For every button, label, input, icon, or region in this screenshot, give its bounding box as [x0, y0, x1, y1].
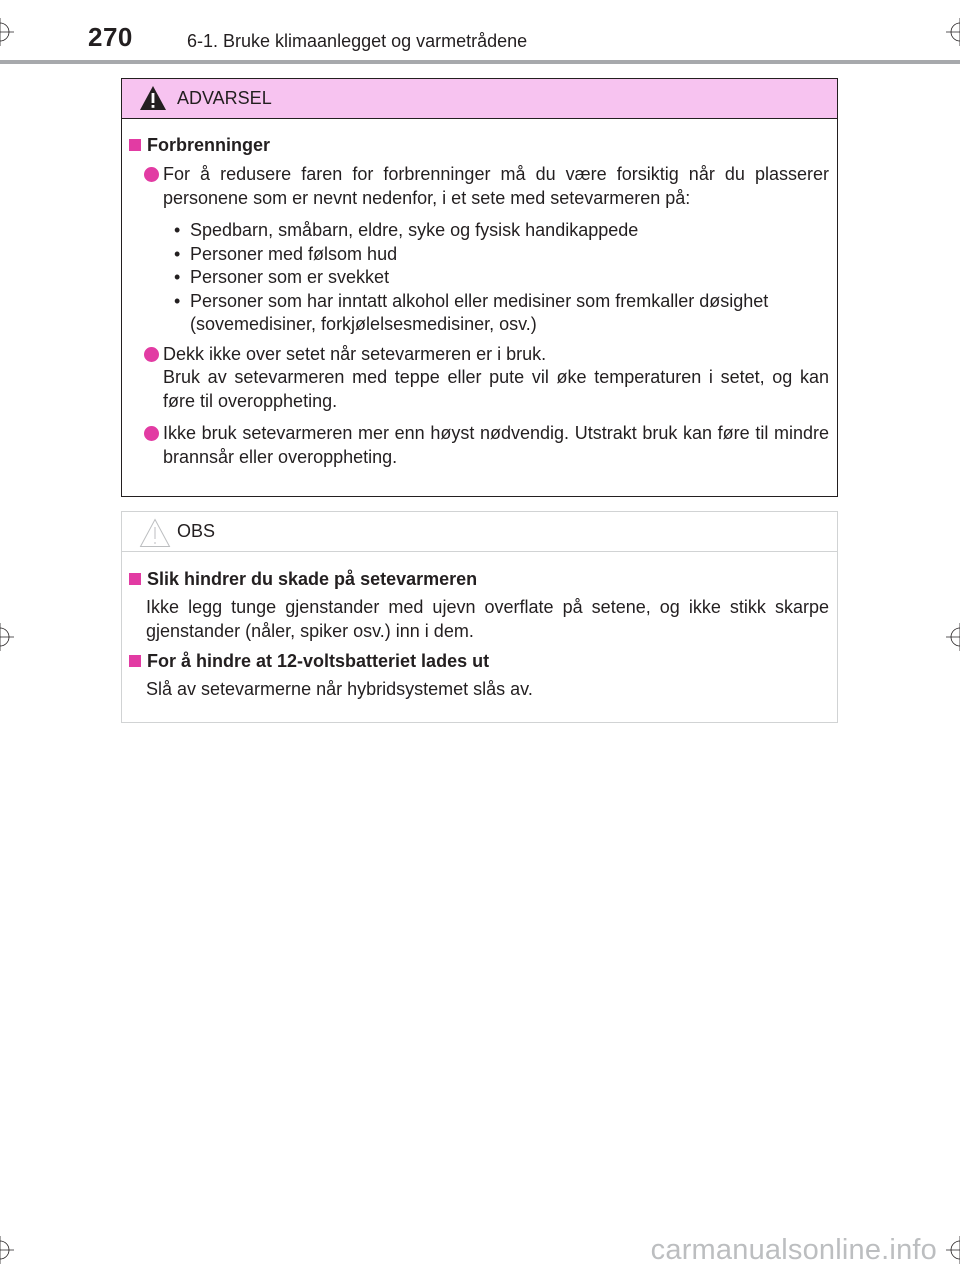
- square-bullet-icon: [129, 655, 141, 667]
- crop-mark-mid-left: [0, 623, 14, 651]
- warning-bullet-text: Dekk ikke over setet når setevarmeren er i bruk.: [163, 343, 547, 364]
- notice-heading-text: Slik hindrer du skade på setevarmeren: [147, 569, 478, 589]
- crop-mark-mid-right: [946, 623, 960, 651]
- warning-header: [122, 79, 837, 119]
- square-bullet-icon: [129, 139, 141, 151]
- warning-bullet: [129, 422, 829, 469]
- warning-title: ADVARSEL: [177, 88, 272, 108]
- notice-heading-text: For å hindre at 12-voltsbatteriet lades ut: [147, 651, 490, 671]
- round-bullet-icon: [144, 347, 159, 362]
- header-rule: [0, 60, 960, 64]
- sublist-item: • Spedbarn, småbarn, eldre, syke og fysisk handikappede: [174, 219, 829, 243]
- section-title: 6-1. Bruke klimaanlegget og varmetrådene: [187, 31, 528, 51]
- warning-box: [121, 78, 838, 497]
- warning-heading-text: Forbrenninger: [147, 135, 271, 155]
- crop-mark-bottom-right: [946, 1236, 960, 1264]
- sublist-item: • Personer med følsom hud: [174, 243, 829, 267]
- notice-heading: [129, 649, 829, 673]
- round-bullet-icon: [144, 167, 159, 182]
- page-header: [0, 0, 960, 64]
- round-bullet-icon: [144, 426, 159, 441]
- notice-title: OBS: [177, 521, 216, 541]
- warning-bullet-text-extra: Bruk av setevarmeren med teppe eller pute vil øke temperaturen i setet, og kan føre til overoppheting.: [163, 367, 829, 411]
- warning-bullet: [129, 163, 829, 210]
- warning-bullet-text: Ikke bruk setevarmeren mer enn høyst nødvendig. Utstrakt bruk kan føre til mindre brannsår eller overoppheting.: [163, 423, 829, 467]
- sublist-item: • Personer som har inntatt alkohol eller medisiner som fremkaller døsighet (sovemedisiner, forkjølelsesmedisiner, osv.): [174, 290, 829, 337]
- square-bullet-icon: [129, 573, 141, 585]
- notice-body: [122, 552, 837, 701]
- notice-text: Slå av setevarmerne når hybridsystemet slås av.: [146, 679, 533, 699]
- notice-header: [122, 512, 837, 552]
- watermark: carmanualsonline.info: [650, 1234, 937, 1266]
- page-number: 270: [88, 22, 133, 52]
- crop-mark-bottom-left: [0, 1236, 14, 1264]
- sublist-item: • Personer som er svekket: [174, 266, 829, 290]
- notice-box: [121, 511, 838, 723]
- caution-triangle-outline-icon: [139, 518, 171, 553]
- warning-triangle-icon: [139, 85, 167, 116]
- notice-heading: [129, 567, 829, 591]
- notice-text: Ikke legg tunge gjenstander med ujevn overflate på setene, og ikke stikk skarpe gjenstander (nåler, spiker osv.) inn i dem.: [146, 597, 829, 641]
- warning-bullet: [129, 343, 829, 414]
- warning-heading: [129, 133, 829, 157]
- warning-sublist: [129, 219, 829, 337]
- warning-bullet-text: For å redusere faren for forbrenninger må du være forsiktig når du plasserer personene som er nevnt nedenfor, i et sete med setevarmeren på:: [163, 164, 829, 208]
- warning-body: [122, 119, 837, 469]
